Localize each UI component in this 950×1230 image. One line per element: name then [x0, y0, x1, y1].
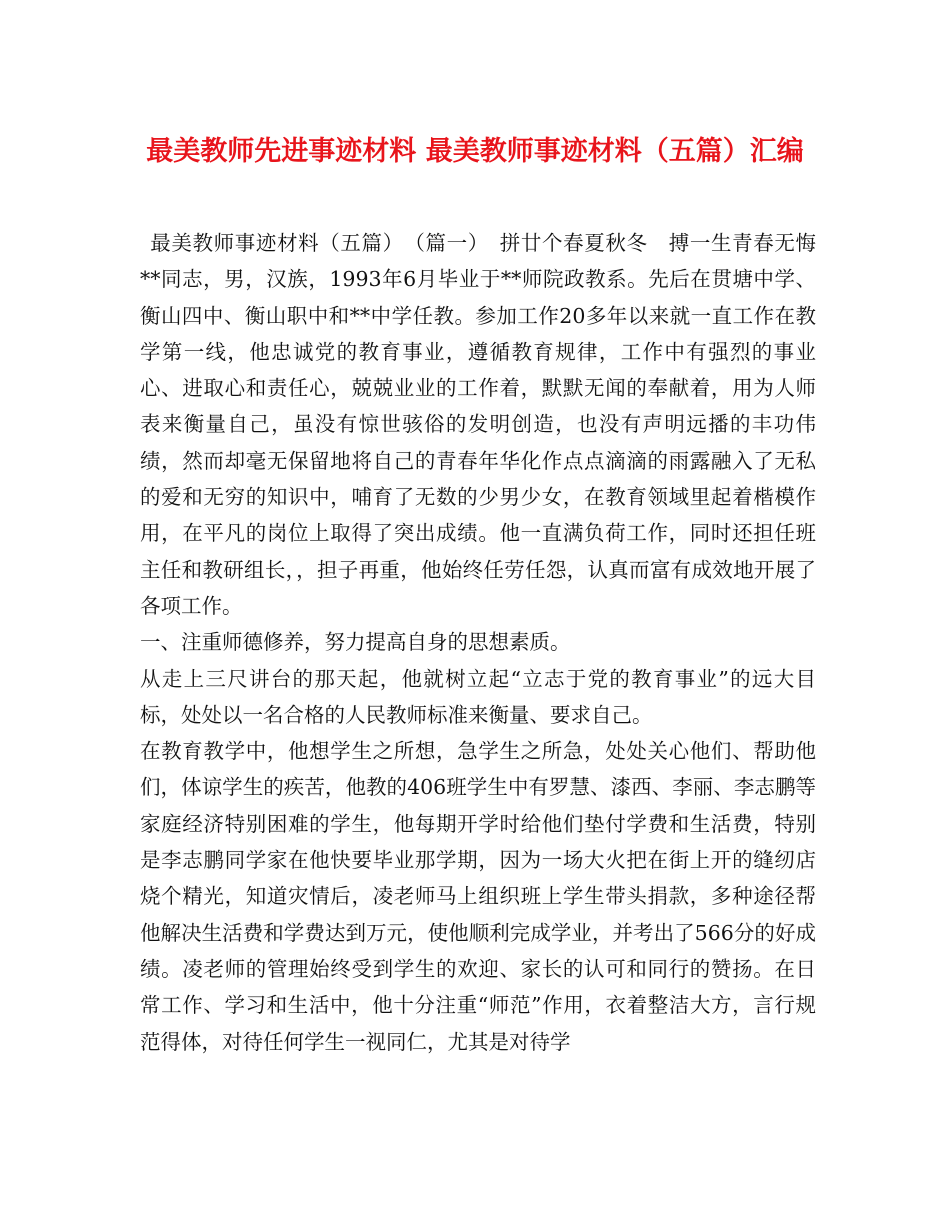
document-body — [140, 225, 837, 1060]
paragraph-care: 在教育教学中，他想学生之所想，急学生之所急，处处关心他们、帮助他们，体谅学生的疾苦，他教的406班学生中有罗慧、漆西、李丽、李志鹏等家庭经济特别困难的学生，他每期开学时给他们垫付学费和生活费，特别是李志鹏同学家在他快要毕业那学期，因为一场大火把在街上开的缝纫店烧个精光，知道灾情后，凌老师马上组织班上学生带头捐款，多种途径帮他解决生活费和学费达到万元，使他顺利完成学业，并考出了566分的好成绩。凌老师的管理始终受到学生的欢迎、家长的认可和同行的赞扬。在日常工作、学习和生活中，他十分注重“师范”作用，衣着整洁大方，言行规范得体，对待任何学生一视同仁，尤其是对待学 — [140, 739, 816, 1054]
section-heading-1: 一、注重师德修养，努力提高自身的思想素质。 — [140, 630, 571, 655]
document-title: 最美教师先进事迹材料 最美教师事迹材料（五篇）汇编 — [146, 136, 804, 167]
paragraph-goal: 从走上三尺讲台的那天起，他就树立起“立志于党的教育事业”的远大目标，处处以一名合格的人民教师标准来衡量、要求自己。 — [140, 666, 816, 727]
paragraph-intro: 最美教师事迹材料（五篇） （篇一） 拼廿个春夏秋冬 搏一生青春无悔 **同志，男，汉族，1993年6月毕业于**师院政教系。先后在贯塘中学、衡山四中、衡山职中和**中学任教。参加工作20多年以来就一直工作在教学第一线，他忠诚党的教育事业，遵循教育规律，工作中有强烈的事业心、进取心和责任心，兢兢业业的工作着，默默无闻的奉献着，用为人师表来衡量自己，虽没有惊世骇俗的发明创造，也没有声明远播的丰功伟绩，然而却毫无保留地将自己的青春年华化作点点滴滴的雨露融入了无私的爱和无穷的知识中，哺育了无数的少男少女，在教育领域里起着楷模作用，在平凡的岗位上取得了突出成绩。他一直满负荷工作，同时还担任班主任和教研组长，，担子再重，他始终任劳任怨，认真而富有成效地开展了各项工作。 — [140, 231, 837, 618]
